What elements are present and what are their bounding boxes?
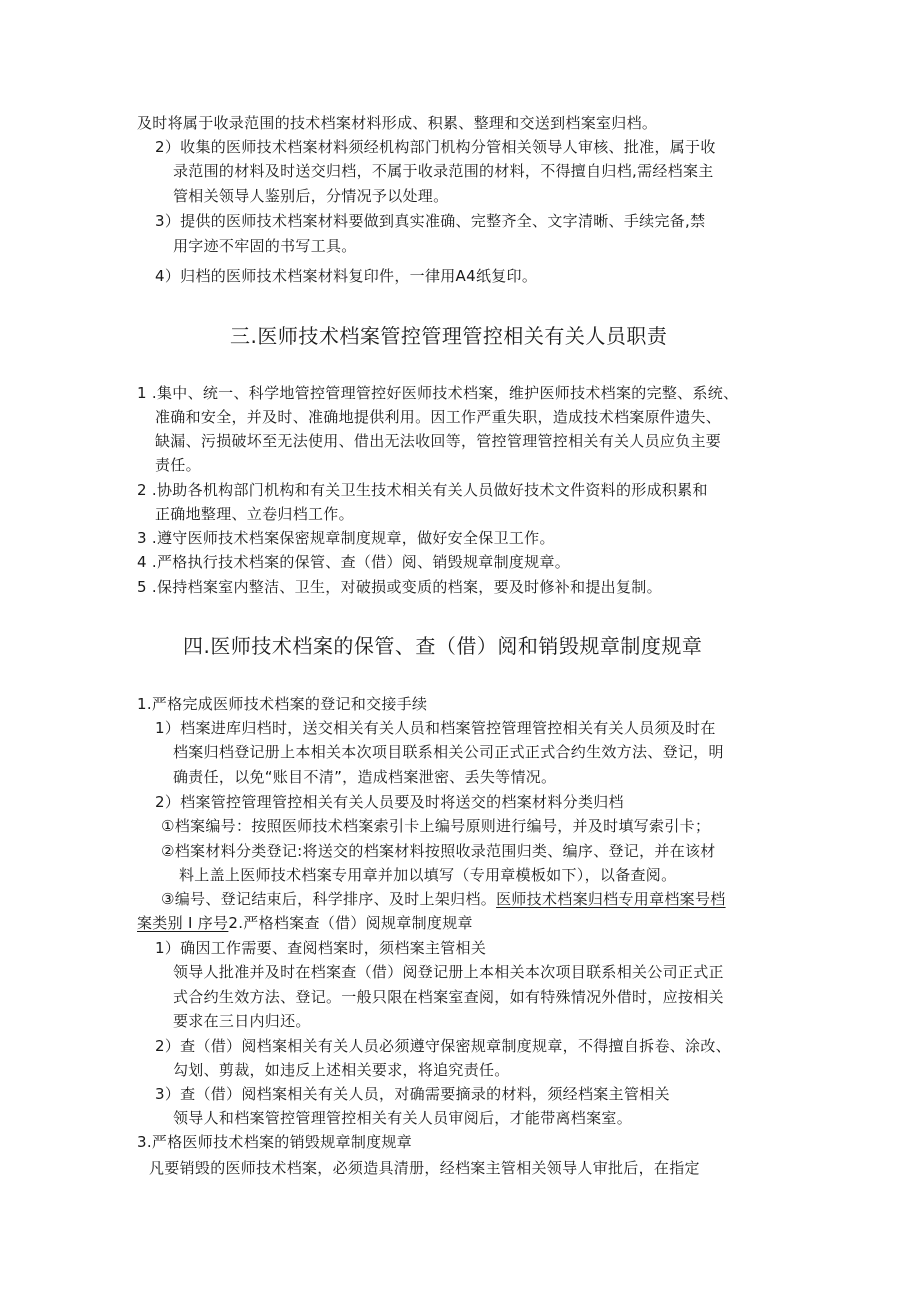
list-item-3: 3）提供的医师技术档案材料要做到真实准确、完整齐全、文字清晰、手续完备,禁 [155,212,706,230]
sub-item-3 [161,888,726,910]
list-item-2: 2）查（借）阅档案相关有关人员必须遵守保密规章制度规章，不得擅自拆卷、涂改、 [155,1037,731,1055]
paragraph-line: 及时将属于收录范围的技术档案材料形成、积累、整理和交送到档案室归档。 [137,114,658,132]
subsection-title-1: 1.严格完成医师技术档案的登记和交接手续 [137,695,428,713]
sub-item-3-text: ③编号、登记结束后，科学排序、及时上架归档。 [161,890,497,908]
section-heading-4: 四.医师技术档案的保管、查（借）阅和销毁规章制度规章 [183,634,703,658]
paragraph-line: 缺漏、污损破坏至无法使用、借出无法收回等，管控管理管控相关有关人员应负主要 [155,432,722,450]
paragraph-line: 准确和安全，并及时、准确地提供利用。因工作严重失职，造成技术档案原件遗失、 [155,408,722,426]
sub-item-2: ②档案材料分类登记:将送交的档案材料按照收录范围归类、编序、登记，并在该材 [161,842,716,860]
list-item-1: 1）确因工作需要、查阅档案时，须档案主管相关 [155,939,487,957]
sub-item-1: ①档案编号：按照医师技术档案索引卡上编号原则进行编号，并及时填写索引卡； [161,817,711,835]
paragraph-line: 确责任，以免“账目不清”，造成档案泄密、丢失等情况。 [173,768,557,786]
duty-item-1: 1 .集中、统一、科学地管控管理管控好医师技术档案，维护医师技术档案的完整、系统、 [137,384,739,402]
paragraph-line: 用字迹不牢固的书写工具。 [173,237,357,255]
paragraph-line: 凡要销毁的医师技术档案，必须造具清册，经档案主管相关领导人审批后，在指定 [149,1159,700,1177]
list-item-2: 2）收集的医师技术档案材料须经机构部门机构分管相关领导人审核、批准，属于收 [155,138,716,156]
paragraph-line: 录范围的材料及时送交归档，不属于收录范围的材料，不得擅自归档,需经档案主 [173,162,714,180]
paragraph-line: 领导人批准并及时在档案查（借）阅登记册上本相关本次项目联系相关公司正式正 [173,963,724,981]
stamp-template-text: 案类别 I 序号 [137,914,229,932]
subsection-title-2: 2.严格档案查（借）阅规章制度规章 [228,914,473,932]
paragraph-line: 要求在三日内归还。 [173,1012,311,1030]
paragraph-line: 式合约生效方法、登记。一般只限在档案室查阅，如有特殊情况外借时，应按相关 [173,988,724,1006]
stamp-and-subsection-2 [137,912,473,934]
list-item-3: 3）查（借）阅档案相关有关人员，对确需要摘录的材料，须经档案主管相关 [155,1085,670,1103]
paragraph-line: 档案归档登记册上本相关本次项目联系相关公司正式正式合约生效方法、登记，明 [173,743,724,761]
duty-item-2: 2 .协助各机构部门机构和有关卫生技术相关有关人员做好技术文件资料的形成积累和 [137,481,708,499]
paragraph-line: 责任。 [155,456,201,474]
list-item-2: 2）档案管控管理管控相关有关人员要及时将送交的档案材料分类归档 [155,793,624,811]
paragraph-line: 料上盖上医师技术档案专用章并加以填写（专用章模板如下），以备查阅。 [179,866,677,884]
duty-item-5: 5 .保持档案室内整洁、卫生，对破损或变质的档案，要及时修补和提出复制。 [137,578,662,596]
duty-item-4: 4 .严格执行技术档案的保管、查（借）阅、销毁规章制度规章。 [137,553,571,571]
stamp-template-text: 医师技术档案归档专用章档案号档 [496,890,726,908]
paragraph-line: 管相关领导人鉴别后，分情况予以处理。 [173,187,449,205]
subsection-title-3: 3.严格医师技术档案的销毁规章制度规章 [137,1133,413,1151]
paragraph-line: 正确地整理、立卷归档工作。 [155,505,354,523]
paragraph-line: 领导人和档案管控管理管控相关有关人员审阅后，才能带离档案室。 [173,1109,633,1127]
list-item-4: 4）归档的医师技术档案材料复印件，一律用A4纸复印。 [155,267,538,285]
section-heading-3: 三.医师技术档案管控管理管控相关有关人员职责 [230,324,668,348]
list-item-1: 1）档案进库归档时，送交相关有关人员和档案管控管理管控相关有关人员须及时在 [155,719,716,737]
paragraph-line: 勾划、剪裁，如违反上述相关要求，将追究责任。 [173,1061,510,1079]
duty-item-3: 3 .遵守医师技术档案保密规章制度规章，做好安全保卫工作。 [137,529,555,547]
